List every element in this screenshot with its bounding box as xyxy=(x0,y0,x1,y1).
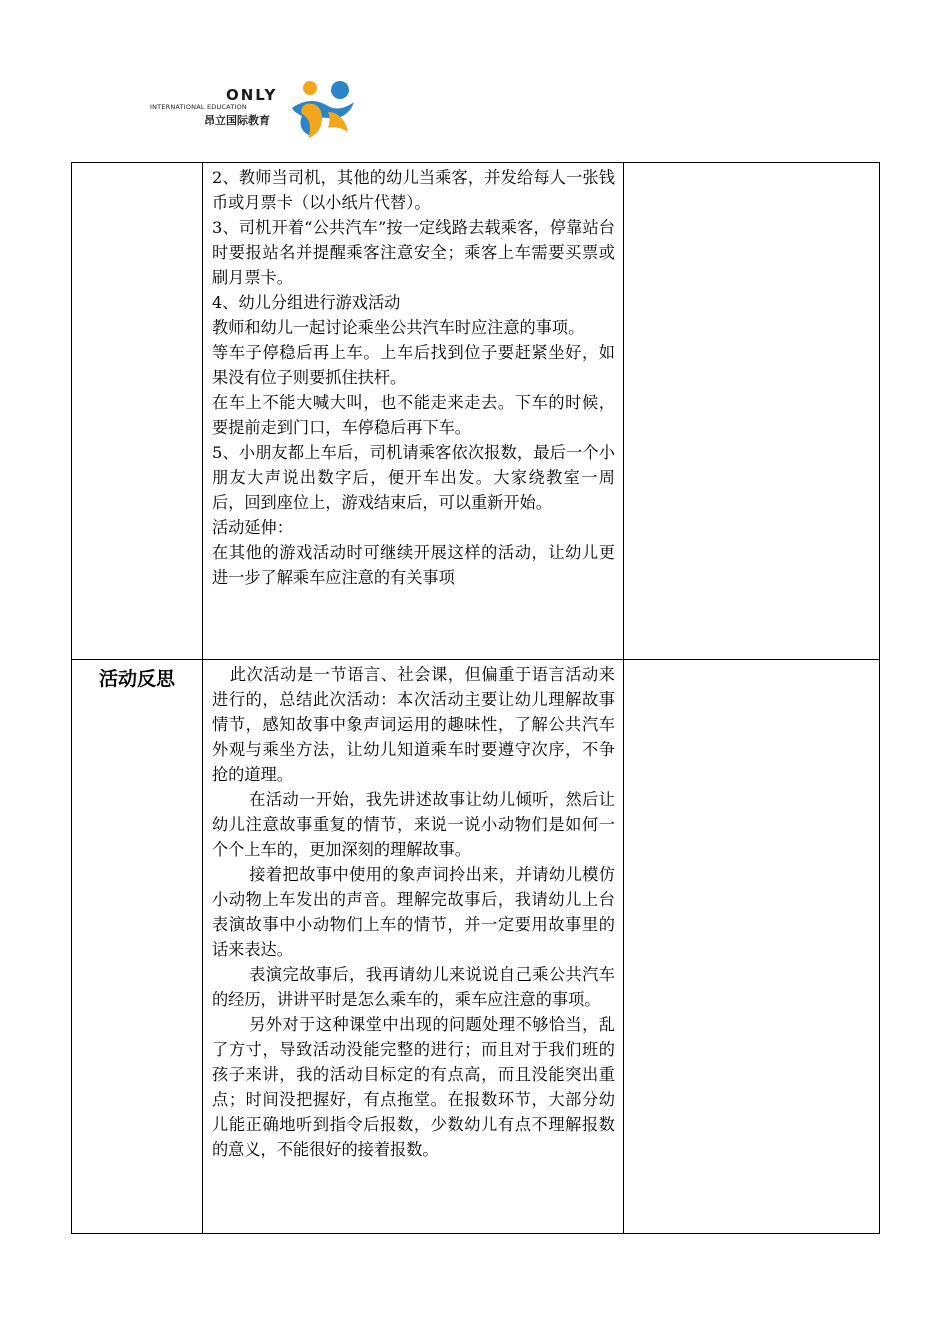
table-row-reflection xyxy=(72,660,880,1234)
logo-brand-text: ONLY xyxy=(226,86,278,104)
reflection-paragraph-1: 此次活动是一节语言、社会课，但偏重于语言活动来进行的，总结此次活动：本次活动主要让幼儿理解故事情节，感知故事中象声词运用的趣味性，了解公共汽车外观与乘坐方法，让幼儿知道乘车时要遵守次序，不争抢的道理。 xyxy=(212,665,615,784)
process-step-3: 3、司机开着“公共汽车”按一定线路去载乘客，停靠站台时要报站名并提醒乘客注意安全；乘客上车需要买票或刷月票卡。 xyxy=(212,218,615,287)
logo-figures-icon xyxy=(288,78,358,140)
lesson-plan-table xyxy=(71,162,880,1234)
row-label xyxy=(72,163,202,167)
row-label-cell xyxy=(72,163,203,660)
extension-heading: 活动延伸： xyxy=(212,518,293,537)
process-step-4: 4、幼儿分组进行游戏活动 xyxy=(212,293,401,312)
row-label-reflection: 活动反思 xyxy=(98,668,175,690)
content-cell xyxy=(203,163,624,660)
notes-cell xyxy=(624,163,880,660)
table-row-activity-process xyxy=(72,163,880,660)
process-step-5: 5、小朋友都上车后，司机请乘客依次报数，最后一个小朋友大声说出数字后，便开车出发。大家绕教室一周后，回到座位上，游戏结束后，可以重新开始。 xyxy=(212,443,615,512)
notes-cell xyxy=(624,660,880,1234)
logo-subtitle-cn: 昂立国际教育 xyxy=(204,114,270,127)
notes-text xyxy=(624,660,879,670)
reflection-paragraph-2: 在活动一开始，我先讲述故事让幼儿倾听，然后让幼儿注意故事重复的情节，来说一说小动物们是如何一个个上车的，更加深刻的理解故事。 xyxy=(212,790,615,859)
notes-text xyxy=(624,163,879,173)
process-discussion: 教师和幼儿一起讨论乘坐公共汽车时应注意的事项。 xyxy=(212,318,585,337)
process-rule-boarding: 等车子停稳后再上车。上车后找到位子要赶紧坐好，如果没有位子则要抓住扶杆。 xyxy=(212,343,615,387)
reflection-paragraph-3: 接着把故事中使用的象声词拎出来，并请幼儿模仿小动物上车发出的声音。理解完故事后，我请幼儿上台表演故事中小动物们上车的情节，并一定要用故事里的话来表达。 xyxy=(212,865,615,959)
content-cell xyxy=(203,660,624,1234)
reflection-paragraph-4: 表演完故事后，我再请幼儿来说说自己乘公共汽车的经历，讲讲平时是怎么乘车的，乘车应注意的事项。 xyxy=(212,965,615,1009)
extension-text: 在其他的游戏活动时可继续开展这样的活动，让幼儿更进一步了解乘车应注意的有关事项 xyxy=(212,543,615,587)
process-step-2: 2、教师当司机，其他的幼儿当乘客，并发给每人一张钱币或月票卡（以小纸片代替）。 xyxy=(212,168,615,212)
company-logo xyxy=(150,78,360,140)
reflection-paragraph-5: 另外对于这种课堂中出现的问题处理不够恰当，乱了方寸，导致活动没能完整的进行；而且对于我们班的孩子来讲，我的活动目标定的有点高，而且没能突出重点；时间没把握好，有点拖堂。在报数环节，大部分幼儿能正确地听到指令后报数，少数幼儿有点不理解报数的意义，不能很好的接着报数。 xyxy=(212,1015,615,1159)
process-rule-behavior: 在车上不能大喊大叫，也不能走来走去。下车的时候，要提前走到门口，车停稳后再下车。 xyxy=(212,393,615,437)
row-label-cell xyxy=(72,660,203,1234)
logo-subtitle-en: INTERNATIONAL EDUCATION xyxy=(150,103,247,111)
